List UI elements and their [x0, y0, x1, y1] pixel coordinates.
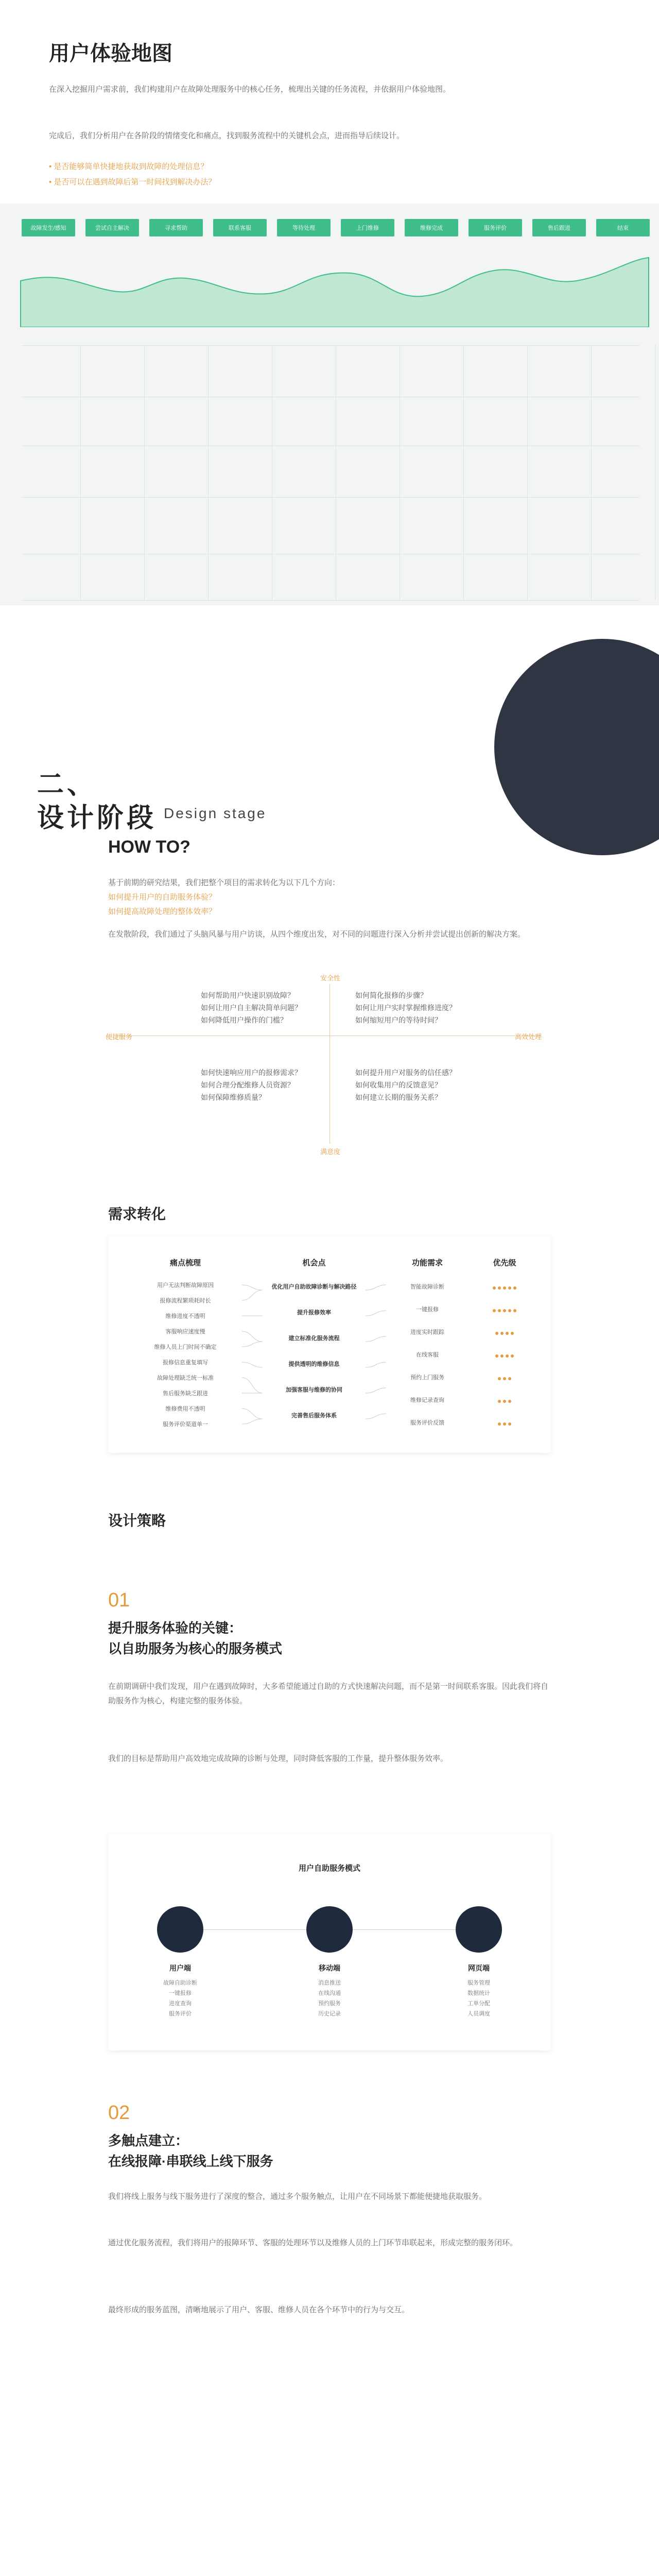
pain-item: 维修进度不透明: [165, 1313, 205, 1319]
pain-item: 维修人员上门时间不确定: [154, 1344, 217, 1350]
quad-card-tr: 如何简化报修的步骤？ 如何让用户实时掌握维修进度？ 如何缩短用户的等待时间？: [355, 991, 456, 1024]
pain-item: 维修费用不透明: [165, 1406, 205, 1412]
s1-p1: 在前期调研中我们发现，用户在遇到故障时，大多希望能通过自助的方式快速解决问题，而不是第一时间联系客服。因此我们将自助服务作为核心，构建完整的服务体验。: [108, 1682, 549, 1705]
service-model-line-item: 历史记录: [318, 2011, 341, 2017]
service-model-name: 网页端: [468, 1964, 490, 1972]
service-model-line-item: 服务管理: [467, 1980, 490, 1986]
priority-dot: [498, 1309, 501, 1312]
opportunity-item: 提升报修效率: [297, 1310, 331, 1316]
priority-dots: [479, 1351, 530, 1374]
priority-dot: [513, 1309, 516, 1312]
priority-dot: [508, 1286, 511, 1290]
grid-col-line: [208, 345, 209, 600]
howto-p1: 基于前期的研究结果，我们把整个项目的需求转化为以下几个方向：: [108, 878, 340, 887]
grid-col-line: [463, 345, 464, 600]
s2-p1: 我们将线上服务与线下服务进行了深度的整合，通过多个服务触点，让用户在不同场景下都能便捷地获取服务。: [108, 2192, 487, 2201]
strategy-title: 设计策略: [108, 1513, 166, 1529]
s1-title-a: 提升服务体验的关键：: [108, 1620, 242, 1636]
pain-item: 客服响应速度慢: [165, 1329, 205, 1335]
stage-title: 设计阶段: [37, 803, 157, 833]
stage-tag: 维修完成: [405, 219, 458, 236]
priority-dot: [511, 1332, 514, 1335]
quad-right-label: 高效处理: [515, 1033, 542, 1041]
pain-item: 报修流程繁琐耗时长: [160, 1298, 211, 1304]
s1-number: 01: [108, 1589, 130, 1611]
user-end-icon: [157, 1906, 203, 1953]
stage-tag: 寻求帮助: [149, 219, 203, 236]
priority-dot: [493, 1286, 496, 1290]
priority-dots: [479, 1396, 530, 1419]
feature-item: 维修记录查询: [410, 1397, 444, 1403]
mobile-end-icon: [306, 1906, 353, 1953]
priority-dot: [503, 1286, 506, 1290]
quad-card-br: 如何提升用户对服务的信任感？ 如何收集用户的反馈意见？ 如何建立长期的服务关系？: [355, 1069, 456, 1101]
grid-row-line: [22, 497, 639, 498]
quad-bottom-label: 满意度: [320, 1148, 341, 1156]
priority-dot: [495, 1332, 498, 1335]
needs-card: [108, 1236, 551, 1453]
pain-item: 报修信息重复填写: [163, 1360, 208, 1366]
needs-col-pains: 痛点梳理: [169, 1259, 201, 1267]
feature-item: 进度实时跟踪: [410, 1329, 444, 1335]
grid-col-line: [591, 345, 592, 600]
needs-connectors: [242, 1278, 396, 1443]
service-model-line-item: 一键报修: [169, 1990, 192, 1996]
service-model-line-item: 消息推送: [318, 1980, 341, 1986]
priority-dot: [508, 1400, 511, 1403]
priority-dot: [500, 1332, 504, 1335]
web-end-icon: [456, 1906, 502, 1953]
grid-col-line: [527, 345, 528, 600]
stage-subtitle: Design stage: [164, 805, 267, 821]
howto-q1: 如何提升用户的自助服务体验？: [108, 893, 217, 902]
s2-title-b: 在线报障·串联线上线下服务: [108, 2154, 273, 2169]
s1-p2: 我们的目标是帮助用户高效地完成故障的诊断与处理，同时降低客服的工作量，提升整体服务效率。: [108, 1754, 448, 1763]
priority-list: [479, 1283, 530, 1442]
journey-title: 用户体验地图: [49, 42, 172, 65]
quad-card-tl: 如何帮助用户快速识别故障？ 如何让用户自主解决简单问题？ 如何降低用户操作的门槛？: [201, 991, 302, 1024]
grid-row-line: [22, 600, 639, 601]
quad-left-label: 便捷服务: [106, 1033, 133, 1041]
priority-dot: [500, 1354, 504, 1358]
pain-item: 故障处理缺乏统一标准: [157, 1375, 214, 1381]
priority-dots: [479, 1306, 530, 1328]
priority-dot: [503, 1377, 506, 1380]
needs-title: 需求转化: [108, 1206, 166, 1222]
priority-dots: [479, 1419, 530, 1442]
service-model-line-item: 预约服务: [318, 2001, 341, 2007]
service-model-name: 用户端: [169, 1964, 191, 1972]
opportunity-item: 优化用户自助故障诊断与解决路径: [271, 1284, 357, 1290]
feature-item: 在线客服: [416, 1352, 439, 1358]
journey-intro: 在深入挖掘用户需求前，我们构建用户在故障处理服务中的核心任务，梳理出关键的任务流程，并依据用户体验地图。: [49, 85, 451, 94]
s2-p2: 通过优化服务流程，我们将用户的报障环节、客服的处理环节以及维修人员的上门环节串联起来，形成完整的服务闭环。: [108, 2239, 518, 2247]
service-model-line-item: 数据统计: [467, 1990, 490, 1996]
opportunity-item: 建立标准化服务流程: [288, 1335, 340, 1342]
feature-item: 服务评价反馈: [410, 1420, 444, 1426]
journey-intro-2: 完成后，我们分析用户在各阶段的情绪变化和痛点，找到服务流程中的关键机会点，进而指导后续设计。: [49, 131, 405, 140]
priority-dot: [503, 1422, 506, 1426]
decor-circle: [494, 639, 659, 855]
service-model-line-item: 故障自助诊断: [163, 1980, 197, 1986]
service-model-title: 用户自助服务模式: [298, 1864, 360, 1873]
howto-title: HOW TO?: [108, 837, 190, 857]
priority-dot: [498, 1400, 501, 1403]
howto-p2: 在发散阶段，我们通过了头脑风暴与用户访谈，从四个维度出发，对不同的问题进行深入分析并尝试提出创新的解决方案。: [108, 930, 526, 939]
s2-number: 02: [108, 2102, 130, 2124]
quad-top-label: 安全性: [320, 974, 341, 982]
stage-tag: 上门维修: [341, 219, 394, 236]
emotion-curve: [0, 250, 659, 327]
priority-dot: [508, 1309, 511, 1312]
stage-tag: 故障发生/感知: [22, 219, 75, 236]
priority-dot: [506, 1354, 509, 1358]
priority-dot: [498, 1422, 501, 1426]
s1-title-b: 以自助服务为核心的服务模式: [108, 1641, 283, 1656]
pain-item: 用户无法判断故障原因: [157, 1282, 214, 1289]
service-model-line-item: 人员调度: [467, 2011, 490, 2017]
priority-dot: [498, 1377, 501, 1380]
stage-tag: 售后跟进: [532, 219, 586, 236]
pain-item: 售后服务缺乏跟进: [163, 1391, 208, 1397]
priority-dot: [498, 1286, 501, 1290]
journey-map: [0, 204, 659, 605]
priority-dot: [511, 1354, 514, 1358]
feature-item: 智能故障诊断: [410, 1284, 444, 1290]
priority-dots: [479, 1283, 530, 1306]
opportunity-item: 提供透明的维修信息: [288, 1361, 340, 1367]
service-model-line-item: 进度查询: [169, 2001, 192, 2007]
grid-col-line: [144, 345, 145, 600]
s2-p3: 最终形成的服务蓝图，清晰地展示了用户、客服、维修人员在各个环节中的行为与交互。: [108, 2306, 410, 2314]
service-model-line-item: 服务评价: [169, 2011, 192, 2017]
journey-bullet-2: • 是否可以在遇到故障后第一时间找到解决办法？: [49, 178, 216, 187]
feats-list: [386, 1283, 469, 1442]
pain-item: 服务评价渠道单一: [163, 1421, 208, 1428]
priority-dot: [495, 1354, 498, 1358]
vertical-dots: [628, 768, 631, 802]
stage-tag: 联系客服: [213, 219, 267, 236]
needs-col-priority: 优先级: [493, 1259, 516, 1267]
service-model-line-item: 在线沟通: [318, 1990, 341, 1996]
priority-dot: [508, 1422, 511, 1426]
opportunity-item: 完善售后服务体系: [291, 1413, 337, 1419]
needs-col-feats: 功能需求: [411, 1259, 443, 1267]
priority-dot: [493, 1309, 496, 1312]
feature-item: 一键报修: [416, 1307, 439, 1313]
priority-dot: [513, 1286, 516, 1290]
stage-tag: 等待处理: [277, 219, 331, 236]
grid-row-line: [22, 345, 639, 346]
quad-card-bl: 如何快速响应用户的报修需求？ 如何合理分配维修人员资源？ 如何保障维修质量？: [201, 1069, 302, 1101]
grid-col-line: [80, 345, 81, 600]
pains-list: [129, 1278, 242, 1432]
service-model-line-item: 工单分配: [467, 2001, 490, 2007]
priority-dots: [479, 1328, 530, 1351]
priority-dot: [503, 1309, 506, 1312]
s2-title-a: 多触点建立：: [108, 2133, 189, 2148]
service-model-name: 移动端: [319, 1964, 340, 1972]
stage-tag: 尝试自主解决: [85, 219, 139, 236]
needs-col-opps: 机会点: [302, 1259, 326, 1267]
feature-item: 预约上门服务: [410, 1375, 444, 1381]
priority-dot: [508, 1377, 511, 1380]
priority-dot: [503, 1400, 506, 1403]
service-model-card: [108, 1834, 551, 2050]
journey-bullet-1: • 是否能够简单快捷地获取到故障的处理信息？: [49, 162, 209, 171]
stage-tag: 结束: [596, 219, 650, 236]
stage-tag: 服务评价: [469, 219, 522, 236]
priority-dots: [479, 1374, 530, 1396]
howto-q2: 如何提高故障处理的整体效率？: [108, 907, 217, 916]
opportunity-item: 加强客服与维修的协同: [286, 1387, 342, 1393]
stage-numeral: 二、: [37, 770, 97, 800]
priority-dot: [506, 1332, 509, 1335]
